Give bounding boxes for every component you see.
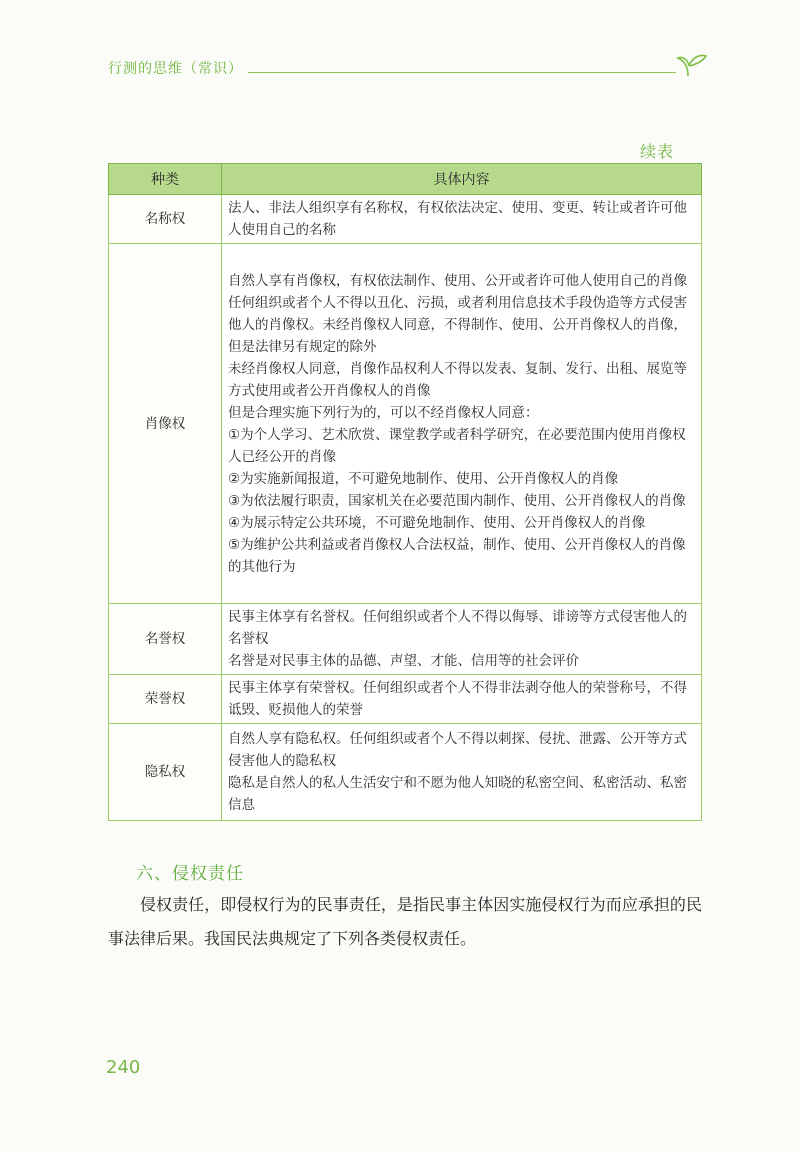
row-content <box>222 195 702 244</box>
column-header-kind: 种类 <box>109 164 222 195</box>
row-kind: 荣誉权 <box>109 675 222 724</box>
table-row <box>109 724 702 821</box>
content-line: 法人、非法人组织享有名称权，有权依法决定、使用、变更、转让或者许可他人使用自己的名称 <box>228 200 687 238</box>
table-row <box>109 195 702 244</box>
running-header-title: 行测的思维（常识） <box>108 61 243 77</box>
content-line: 民事主体享有名誉权。任何组织或者个人不得以侮辱、诽谤等方式侵害他人的名誉权 <box>228 609 687 647</box>
row-content <box>222 604 702 675</box>
personality-rights-table <box>108 163 702 821</box>
table-row <box>109 604 702 675</box>
content-line: ⑤为维护公共利益或者肖像权人合法权益，制作、使用、公开肖像权人的肖像的其他行为 <box>228 536 686 575</box>
content-line: ③为依法履行职责，国家机关在必要范围内制作、使用、公开肖像权人的肖像 <box>228 492 686 509</box>
section-heading: 六、侵权责任 <box>136 864 244 884</box>
content-line: 自然人享有肖像权，有权依法制作、使用、公开或者许可他人使用自己的肖像 <box>228 272 687 289</box>
page-number: 240 <box>106 1057 141 1078</box>
content-line: 任何组织或者个人不得以丑化、污损，或者利用信息技术手段伪造等方式侵害他人的肖像权。未经肖像权人同意，不得制作、使用、公开肖像权人的肖像，但是法律另有规定的除外 <box>228 294 687 355</box>
row-kind: 名誉权 <box>109 604 222 675</box>
sprout-icon <box>672 50 708 78</box>
row-content <box>222 675 702 724</box>
row-kind: 名称权 <box>109 195 222 244</box>
body-paragraph: 侵权责任，即侵权行为的民事责任，是指民事主体因实施侵权行为而应承担的民事法律后果。我国民法典规定了下列各类侵权责任。 <box>108 895 702 948</box>
table-row <box>109 675 702 724</box>
table-header-row <box>109 164 702 195</box>
header-rule <box>248 72 676 73</box>
row-kind: 肖像权 <box>109 244 222 604</box>
content-line: 自然人享有隐私权。任何组织或者个人不得以刺探、侵扰、泄露、公开等方式侵害他人的隐私权 <box>228 731 687 769</box>
column-header-content: 具体内容 <box>222 164 702 195</box>
row-content <box>222 724 702 821</box>
content-line: ④为展示特定公共环境，不可避免地制作、使用、公开肖像权人的肖像 <box>228 514 646 531</box>
content-line: 但是合理实施下列行为的，可以不经肖像权人同意： <box>228 404 539 421</box>
content-line: 民事主体享有荣誉权。任何组织或者个人不得非法剥夺他人的荣誉称号，不得诋毁、贬损他人的荣誉 <box>228 680 687 718</box>
content-line: 未经肖像权人同意，肖像作品权利人不得以发表、复制、发行、出租、展览等方式使用或者公开肖像权人的肖像 <box>228 360 687 399</box>
row-kind: 隐私权 <box>109 724 222 821</box>
row-content <box>222 244 702 604</box>
continued-table-label: 续表 <box>639 142 674 161</box>
content-line: ①为个人学习、艺术欣赏、课堂教学或者科学研究，在必要范围内使用肖像权人已经公开的肖像 <box>228 426 686 465</box>
content-line: ②为实施新闻报道，不可避免地制作、使用、公开肖像权人的肖像 <box>228 470 619 487</box>
table-row <box>109 244 702 604</box>
content-line: 隐私是自然人的私人生活安宁和不愿为他人知晓的私密空间、私密活动、私密信息 <box>228 775 687 813</box>
content-line: 名誉是对民事主体的品德、声望、才能、信用等的社会评价 <box>228 653 579 669</box>
